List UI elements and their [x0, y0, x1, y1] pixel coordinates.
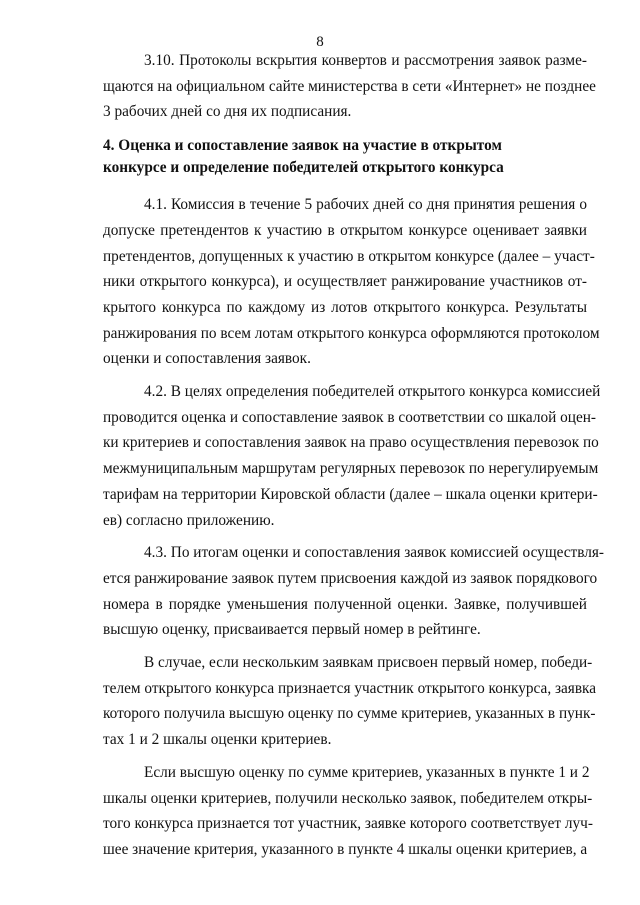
paragraph-4-2 — [103, 379, 601, 533]
text-line: оценки и сопоставления заявок. — [103, 350, 311, 368]
text-line: ки критериев и сопоставления заявок на право осуществления перевозок по — [103, 434, 599, 452]
text-line: 4.1. Комиссия в течение 5 рабочих дней со дня принятия решения о — [144, 196, 587, 214]
text-line: 3 рабочих дней со дня их подписания. — [103, 103, 352, 121]
text-line: которого получила высшую оценку по сумме критериев, указанных в пунк- — [103, 705, 596, 723]
text-line: шкалы оценки критериев, получили несколько заявок, победителем откры- — [103, 789, 593, 807]
text-line: щаются на официальном сайте министерства в сети «Интернет» не позднее — [103, 77, 596, 95]
heading-line: конкурсе и определение победителей открытого конкурса — [103, 159, 504, 177]
text-line: ранжирования по всем лотам открытого конкурса оформляются протоколом — [103, 324, 600, 342]
document-body — [103, 48, 605, 863]
text-line: высшую оценку, присваивается первый номер в рейтинге. — [103, 621, 481, 639]
text-line: шее значение критерия, указанного в пункте 4 шкалы оценки критериев, а — [103, 840, 588, 858]
section-4-heading — [103, 135, 587, 179]
text-line: В случае, если нескольким заявкам присвоен первый номер, победи- — [144, 654, 593, 672]
text-line: номера в порядке уменьшения полученной оценки. Заявке, получившей — [103, 595, 587, 613]
text-line: 3.10. Протоколы вскрытия конвертов и рассмотрения заявок разме- — [144, 52, 587, 69]
text-line: тах 1 и 2 шкалы оценки критериев. — [103, 731, 332, 749]
text-line: проводится оценка и сопоставление заявок в соответствии со шкалой оцен- — [103, 408, 597, 426]
text-line: Если высшую оценку по сумме критериев, указанных в пункте 1 и 2 — [144, 763, 590, 781]
page-number: 8 — [316, 34, 324, 50]
paragraph-first-number-tie — [103, 650, 597, 753]
paragraph-3-10 — [103, 48, 596, 125]
text-line: телем открытого конкурса признается участник открытого конкурса, заявка — [103, 679, 597, 697]
text-line: ется ранжирование заявок путем присвоения каждой из заявок порядкового — [103, 569, 598, 587]
paragraph-4-1 — [103, 192, 600, 372]
paragraph-highest-score-tie — [103, 760, 593, 863]
text-line: 4.2. В целях определения победителей открытого конкурса комиссией — [144, 383, 601, 401]
text-line: 4.3. По итогам оценки и сопоставления заявок комиссией осуществля- — [144, 544, 605, 562]
paragraph-4-3 — [103, 540, 605, 643]
text-line: допуске претендентов к участию в открытом конкурсе оценивает заявки — [103, 221, 587, 239]
text-line: ники открытого конкурса), и осуществляет ранжирование участников от- — [103, 273, 587, 291]
text-line: претендентов, допущенных к участию в открытом конкурсе (далее – участ- — [103, 247, 595, 265]
text-line: ев) согласно приложению. — [103, 511, 275, 529]
text-line: крытого конкурса по каждому из лотов открытого конкурса. Результаты — [103, 298, 587, 316]
text-line: того конкурса признается тот участник, заявке которого соответствует луч- — [103, 815, 593, 833]
text-line: тарифам на территории Кировской области (далее – шкала оценки критери- — [103, 485, 598, 503]
text-line: межмуниципальным маршрутам регулярных перевозок по нерегулируемым — [103, 460, 599, 478]
heading-line: 4. Оценка и сопоставление заявок на участие в открытом — [103, 137, 502, 155]
